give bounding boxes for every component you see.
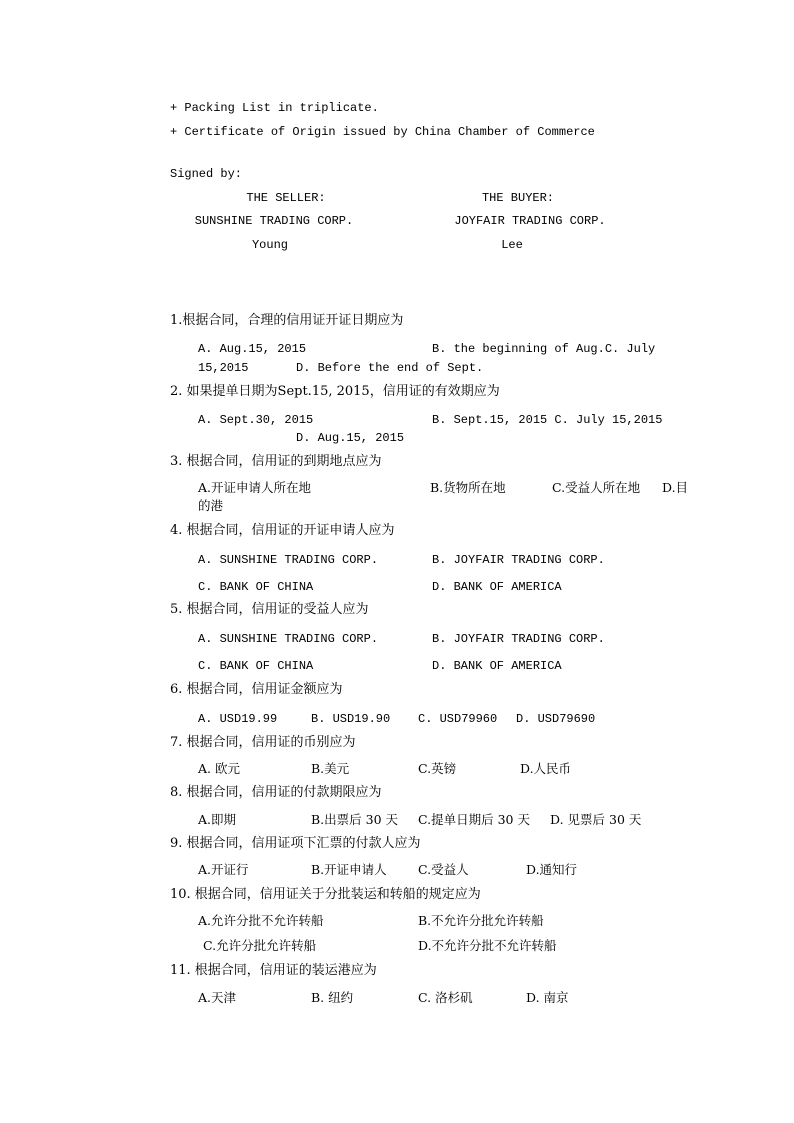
question-1-option: A. Aug.15, 2015 — [198, 342, 307, 356]
question-8-option: A.即期 — [198, 812, 237, 827]
question-7: 7. 根据合同，信用证的币别应为 — [170, 735, 356, 750]
document-line-certificate-origin: + Certificate of Origin issued by China Chamber of Commerce — [170, 125, 595, 139]
question-8: 8. 根据合同，信用证的付款期限应为 — [170, 785, 382, 800]
question-2: 2. 如果提单日期为Sept.15, 2015，信用证的有效期应为 — [170, 384, 500, 399]
question-4: 4. 根据合同，信用证的开证申请人应为 — [170, 523, 395, 538]
question-9-option: A.开证行 — [198, 862, 249, 877]
buyer-signatory: Lee — [501, 238, 523, 252]
question-1-option: 15,2015 — [198, 361, 249, 375]
question-2-option: A. Sept.30, 2015 — [198, 413, 314, 427]
question-2-option: D. Aug.15, 2015 — [296, 431, 405, 445]
question-4-option: D. BANK OF AMERICA — [432, 580, 562, 594]
question-5-option: B. JOYFAIR TRADING CORP. — [432, 632, 605, 646]
question-8-option: C.提单日期后 30 天 — [418, 812, 530, 827]
question-7-option: B.美元 — [311, 761, 350, 776]
question-8-option: D. 见票后 30 天 — [550, 812, 642, 827]
question-3-option: C.受益人所在地 — [552, 480, 641, 495]
question-4-option: B. JOYFAIR TRADING CORP. — [432, 553, 605, 567]
question-6-option: A. USD19.99 — [198, 712, 278, 726]
question-2-option: B. Sept.15, 2015 C. July 15,2015 — [432, 413, 663, 427]
question-3-option: 的港 — [198, 498, 224, 513]
question-1: 1.根据合同，合理的信用证开证日期应为 — [170, 313, 404, 328]
question-4-option: C. BANK OF CHINA — [198, 580, 314, 594]
question-11-option: C. 洛杉矶 — [418, 990, 473, 1005]
question-11-option: A.天津 — [198, 990, 237, 1005]
seller-company: SUNSHINE TRADING CORP. — [194, 214, 354, 228]
question-7-option: A. 欧元 — [198, 761, 240, 776]
question-10-option: D.不允许分批不允许转船 — [418, 938, 557, 953]
question-6-option: B. USD19.90 — [311, 712, 391, 726]
question-1-option: D. Before the end of Sept. — [296, 361, 484, 375]
question-5: 5. 根据合同，信用证的受益人应为 — [170, 602, 369, 617]
document-line-packing-list: + Packing List in triplicate. — [170, 101, 379, 115]
seller-signatory: Young — [251, 238, 288, 252]
question-11-option: B. 纽约 — [311, 990, 354, 1005]
question-3-option: A.开证申请人所在地 — [198, 480, 312, 495]
question-10-option: B.不允许分批允许转船 — [418, 913, 544, 928]
question-6-option: C. USD79960 — [418, 712, 498, 726]
signed-by-label: Signed by: — [170, 167, 243, 181]
buyer-company: JOYFAIR TRADING CORP. — [454, 214, 606, 228]
question-5-option: A. SUNSHINE TRADING CORP. — [198, 632, 379, 646]
question-10-option: A.允许分批不允许转船 — [198, 913, 324, 928]
question-6: 6. 根据合同，信用证金额应为 — [170, 682, 343, 697]
question-9-option: C.受益人 — [418, 862, 469, 877]
question-11: 11. 根据合同，信用证的装运港应为 — [170, 963, 377, 978]
question-3-option: B.货物所在地 — [430, 480, 506, 495]
question-5-option: C. BANK OF CHINA — [198, 659, 314, 673]
question-9-option: D.通知行 — [526, 862, 578, 877]
question-9: 9. 根据合同，信用证项下汇票的付款人应为 — [170, 836, 421, 851]
question-3-option: D.目 — [662, 480, 689, 495]
buyer-title: THE BUYER: — [481, 191, 554, 205]
question-3: 3. 根据合同，信用证的到期地点应为 — [170, 454, 382, 469]
seller-title: THE SELLER: — [246, 191, 326, 205]
question-11-option: D. 南京 — [526, 990, 569, 1005]
question-5-option: D. BANK OF AMERICA — [432, 659, 562, 673]
question-6-option: D. USD79690 — [516, 712, 596, 726]
question-9-option: B.开证申请人 — [311, 862, 387, 877]
question-4-option: A. SUNSHINE TRADING CORP. — [198, 553, 379, 567]
question-10-option: C.允许分批允许转船 — [203, 938, 317, 953]
question-7-option: C.英镑 — [418, 761, 457, 776]
question-1-option: B. the beginning of Aug.C. July — [432, 342, 656, 356]
question-7-option: D.人民币 — [520, 761, 572, 776]
question-8-option: B.出票后 30 天 — [311, 812, 399, 827]
question-10: 10. 根据合同，信用证关于分批装运和转船的规定应为 — [170, 887, 481, 902]
